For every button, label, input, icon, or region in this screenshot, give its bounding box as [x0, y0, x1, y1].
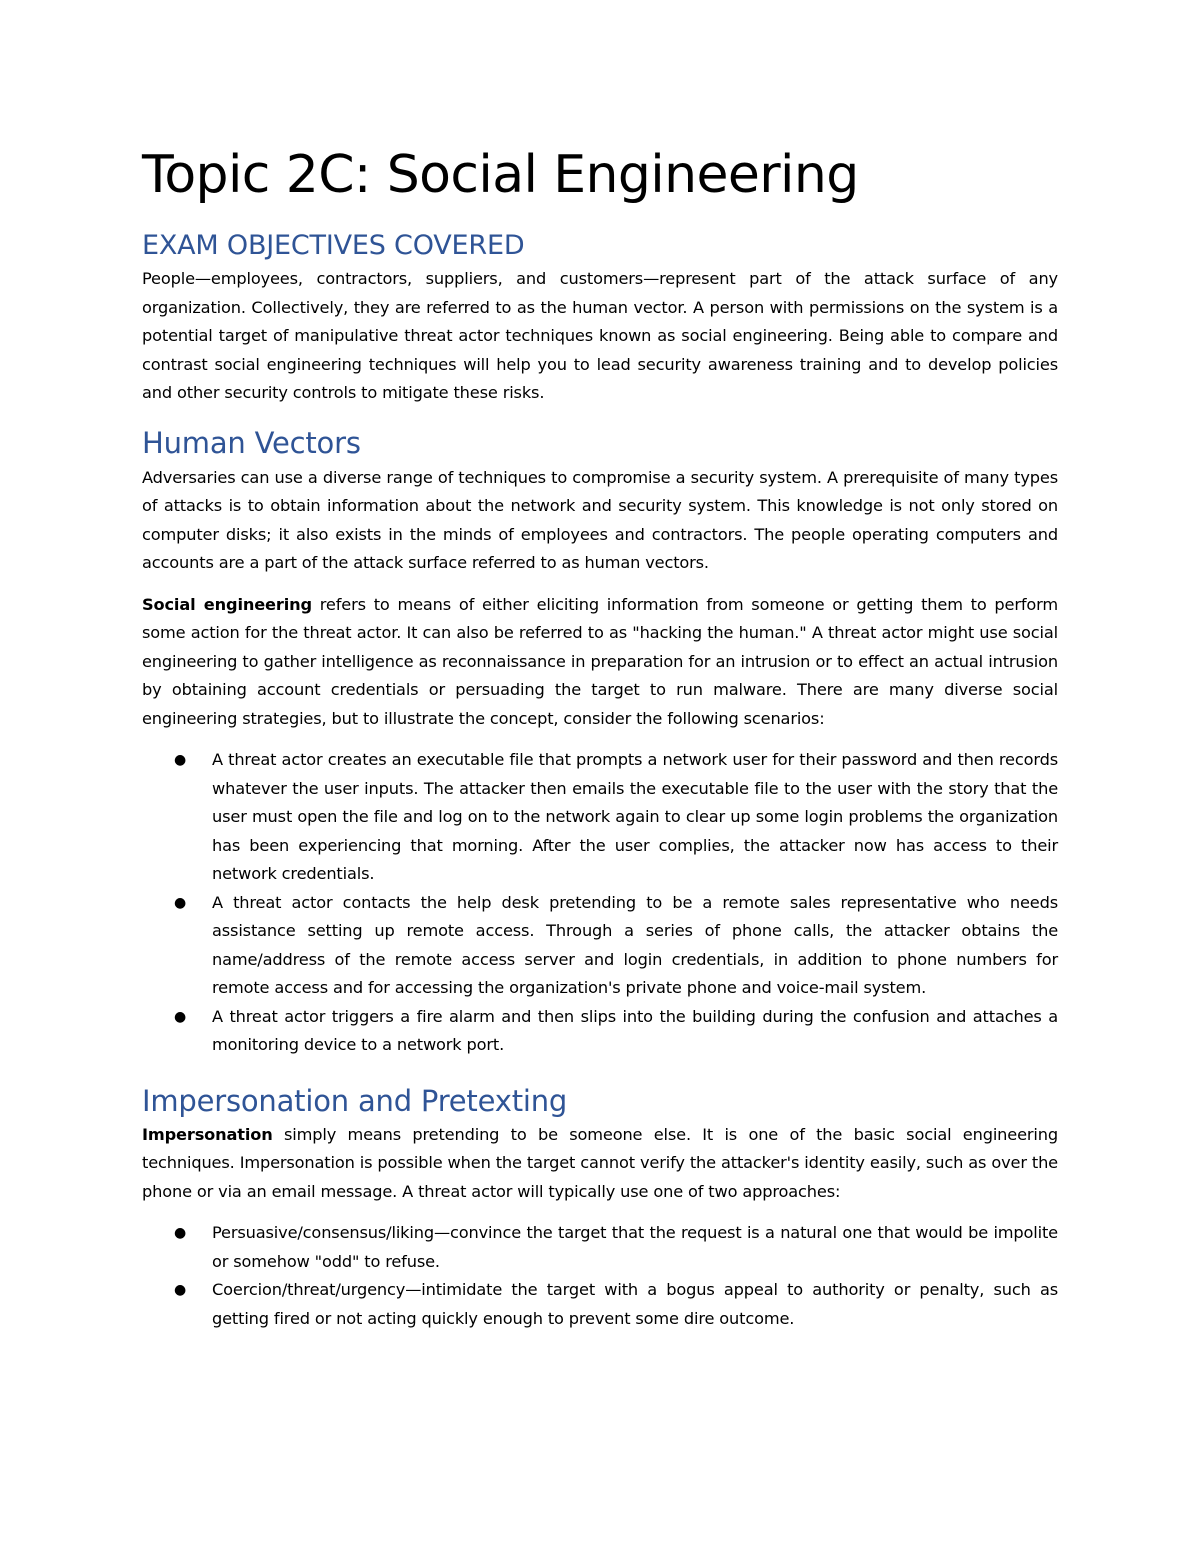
social-engineering-text: refers to means of either eliciting information from someone or getting them to perform some action for the threat actor. It can also be referred to as "hacking the human." A threat actor might use social engineering to gather intelligence as reconnaissance in preparation for an intrusion or to effect an actual intrusion by obtaining account credentials or persuading the target to run malware. There are many diverse social engineering strategies, but to illustrate the concept, consider the following scenarios:: [142, 594, 1058, 728]
bullet-icon: ●: [174, 894, 187, 911]
bullet-icon: ●: [174, 1282, 187, 1298]
list-item: [174, 1219, 1058, 1276]
impersonation-heading: Impersonation and Pretexting: [142, 1083, 568, 1118]
list-item-text: Persuasive/consensus/liking—convince the target that the request is a natural one that would be impolite or somehow "odd" to refuse.: [212, 1223, 1058, 1271]
bullet-icon: ●: [174, 1008, 187, 1025]
human-vectors-heading: Human Vectors: [142, 425, 361, 460]
list-item: [174, 746, 1058, 889]
list-item: [174, 1276, 1058, 1333]
social-engineering-paragraph: [142, 591, 1058, 734]
list-item: [174, 1003, 1058, 1060]
human-vectors-paragraph: Adversaries can use a diverse range of techniques to compromise a security system. A prerequisite of many types of attacks is to obtain information about the network and security system. This knowledge is not only stored on computer disks; it also exists in the minds of employees and contractors. The people operating computers and accounts are a part of the attack surface referred to as human vectors.: [142, 467, 1058, 572]
impersonation-term: Impersonation: [142, 1124, 273, 1144]
scenario-list: [142, 746, 1058, 1060]
page-title: Topic 2C: Social Engineering: [142, 145, 859, 205]
social-engineering-term: Social engineering: [142, 594, 312, 614]
impersonation-paragraph: [142, 1121, 1058, 1207]
bullet-icon: ●: [174, 1225, 187, 1241]
list-item-text: A threat actor triggers a fire alarm and then slips into the building during the confusion and attaches a monitoring device to a network port.: [212, 1006, 1058, 1054]
bullet-icon: ●: [174, 752, 187, 768]
approach-list: [142, 1219, 1058, 1333]
exam-objectives-heading: EXAM OBJECTIVES COVERED: [142, 230, 525, 261]
list-item-text: A threat actor contacts the help desk pretending to be a remote sales representative who needs assistance setting up remote access. Through a series of phone calls, the attacker obtains the name/address of the remote access server and login credentials, in addition to phone numbers for remote access and for accessing the organization's private phone and voice-mail system.: [212, 892, 1058, 997]
list-item-text: A threat actor creates an executable file that prompts a network user for their password and then records whatever the user inputs. The attacker then emails the executable file to the user with the story that the user must open the file and log on to the network again to clear up some login problems the organization has been experiencing that morning. After the user complies, the attacker now has access to their network credentials.: [212, 750, 1058, 883]
document-page: [142, 140, 1058, 1333]
impersonation-text: simply means pretending to be someone else. It is one of the basic social engineering techniques. Impersonation is possible when the target cannot verify the attacker's identity easily, such as over the phone or via an email message. A threat actor will typically use one of two approaches:: [142, 1124, 1058, 1201]
objectives-paragraph: People—employees, contractors, suppliers, and customers—represent part of the attack surface of any organization. Collectively, they are referred to as the human vector. A person with permissions on the system is a potential target of manipulative threat actor techniques known as social engineering. Being able to compare and contrast social engineering techniques will help you to lead security awareness training and to develop policies and other security controls to mitigate these risks.: [142, 269, 1058, 402]
list-item: [174, 889, 1058, 1003]
list-item-text: Coercion/threat/urgency—intimidate the target with a bogus appeal to authority or penalty, such as getting fired or not acting quickly enough to prevent some dire outcome.: [212, 1280, 1058, 1328]
